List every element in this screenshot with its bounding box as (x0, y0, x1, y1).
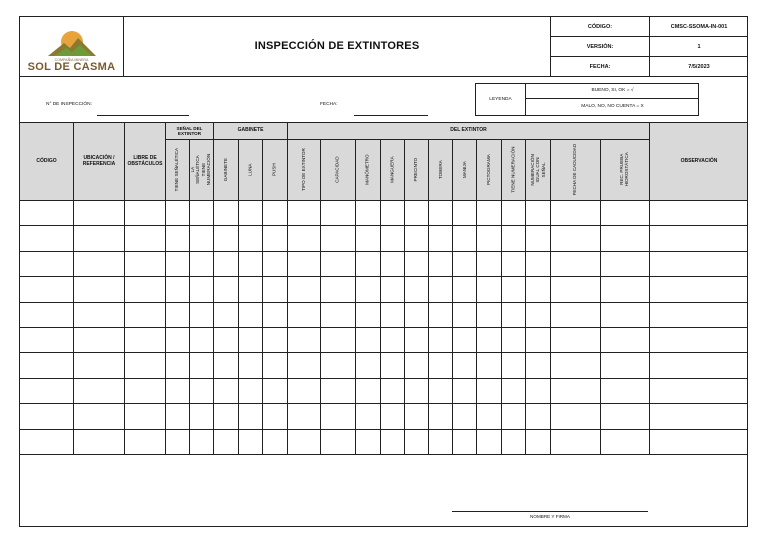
legend-label: LEYENDA (489, 96, 512, 102)
col-header-vertical: MANIJA (461, 161, 467, 178)
table-row[interactable] (20, 201, 748, 225)
table-row[interactable] (20, 379, 748, 403)
signature-label: NOMBRE Y FIRMA (530, 514, 570, 519)
col-header-vertical: PRECINTO (413, 157, 419, 182)
col-header-codigo: CÓDIGO (36, 157, 57, 164)
col-header-vertical: GABINETE (222, 157, 228, 182)
table-row[interactable] (20, 430, 748, 454)
mountain-sun-icon (46, 29, 98, 57)
table-row[interactable] (20, 404, 748, 428)
col-header-vertical: PUSH (271, 163, 277, 176)
meta-version-label: VERSIÓN: (586, 43, 614, 50)
inspection-date-label: FECHA: (320, 102, 338, 107)
table-row[interactable] (20, 226, 748, 250)
col-header-vertical: NUMERACIÓN IGUAL CON SEÑAL (529, 153, 546, 186)
legend-good: BUENO, SI, OK = √ (591, 88, 634, 94)
col-header-vertical: MANÓMETRO (364, 154, 370, 185)
group-extinguisher: DEL EXTINTOR (450, 127, 487, 134)
col-header-vertical: LUNA (247, 163, 253, 176)
col-header-vertical: PICTOGRAMA (485, 154, 491, 185)
meta-date-label: FECHA: (589, 63, 611, 70)
col-header-vertical: CAPACIDAD (334, 156, 340, 183)
meta-code-value: CMSC-SSOMA-IN-001 (670, 23, 728, 30)
col-header-vertical: MANGUERA (389, 156, 395, 183)
logo-company-name: SOL DE CASMA (27, 61, 116, 73)
legend-bad: MALO, NO, NO CUENTA = X (581, 104, 644, 110)
group-signal: SEÑAL DEL EXTINTOR (176, 125, 203, 136)
col-header-ubicacion: UBICACIÓN / REFERENCIA (82, 155, 116, 167)
col-header-vertical: TOBERA (437, 160, 443, 179)
table-row[interactable] (20, 328, 748, 352)
page-title: INSPECCIÓN DE EXTINTORES (254, 40, 420, 52)
inspection-number-field[interactable] (97, 115, 189, 116)
col-header-vertical: TIPO DE EXTINTOR (300, 148, 306, 191)
table-row[interactable] (20, 303, 748, 327)
col-header-vertical: TIENE NUMERACIÓN (510, 146, 516, 193)
meta-version-value: 1 (697, 43, 701, 50)
inspection-date-field[interactable] (354, 115, 428, 116)
table-row[interactable] (20, 252, 748, 276)
table-row[interactable] (20, 277, 748, 301)
col-header-vertical: TIENE SEÑALÉTICA (174, 147, 180, 192)
col-header-vertical: REC. PRUEBA HIDROSTÁTICA (619, 152, 630, 187)
inspection-number-label: N° DE INSPECCIÓN: (46, 102, 92, 107)
logo-company-small: COMPAÑIA MINERA (54, 58, 89, 62)
group-cabinet: GABINETE (237, 127, 264, 134)
col-header-observacion: OBSERVACIÓN (680, 157, 718, 164)
table-row[interactable] (20, 353, 748, 377)
col-header-vertical: FECHA DE CADUCIDAD (572, 143, 578, 196)
signature-line[interactable] (452, 511, 648, 512)
meta-date-value: 7/5/2023 (688, 63, 710, 70)
company-logo (20, 17, 123, 76)
meta-code-label: CÓDIGO: (587, 23, 613, 30)
col-header-libre: LIBRE DE OBSTÁCULOS (127, 155, 163, 167)
col-header-vertical: LA SEÑALÉTICA TIENE NUMERACIÓN (190, 153, 212, 186)
